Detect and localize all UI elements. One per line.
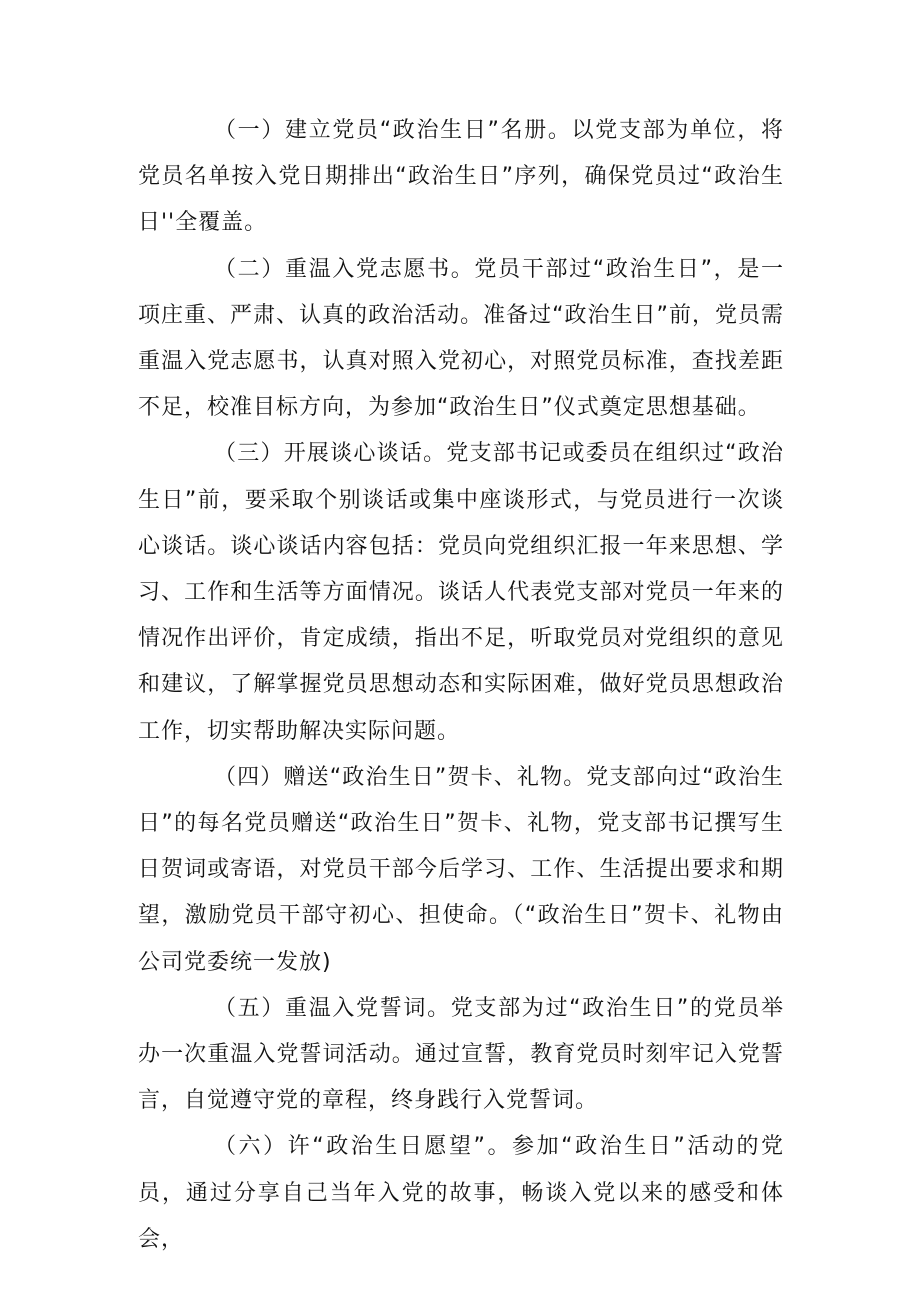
paragraph-1: （一）建立党员“政治生日”名册。以党支部为单位，将党员名单按入党日期排出“政治生日”序列，确保党员过“政治生日''全覆盖。 bbox=[138, 118, 784, 236]
paragraph-5: （五）重温入党誓词。党支部为过“政治生日”的党员举办一次重温入党誓词活动。通过宣誓，教育党员时刻牢记入党誓言，自觉遵守党的章程，终身践行入党誓词。 bbox=[138, 995, 784, 1114]
paragraph-3: （三）开展谈心谈话。党支部书记或委员在组织过“政治生日”前，要采取个别谈话或集中座谈形式，与党员进行一次谈心谈话。谈心谈话内容包括：党员向党组织汇报一年来思想、学习、工作和生活等方面情况。谈话人代表党支部对党员一年来的情况作出评价，肯定成绩，指出不足，听取党员对党组织的意见和建议，了解掌握党员思想动态和实际困难，做好党员思想政治工作，切实帮助解决实际问题。 bbox=[138, 441, 784, 744]
document-body bbox=[138, 108, 784, 1263]
paragraph-6: （六）许“政治生日愿望”。参加“政治生日”活动的党员，通过分享自己当年入党的故事，畅谈入党以来的感受和体会， bbox=[138, 1134, 784, 1252]
paragraph-2: （二）重温入党志愿书。党员干部过“政治生日”，是一项庄重、严肃、认真的政治活动。准备过“政治生日”前，党员需重温入党志愿书，认真对照入党初心，对照党员标准，查找差距不足，校准目标方向，为参加“政治生日”仪式奠定思想基础。 bbox=[138, 256, 784, 421]
paragraph-4: （四）赠送“政治生日”贺卡、礼物。党支部向过“政治生日”的每名党员赠送“政治生日”贺卡、礼物，党支部书记撰写生日贺词或寄语，对党员干部今后学习、工作、生活提出要求和期望，激励党员干部守初心、担使命。（“政治生日”贺卡、礼物由公司党委统一发放) bbox=[138, 764, 784, 975]
